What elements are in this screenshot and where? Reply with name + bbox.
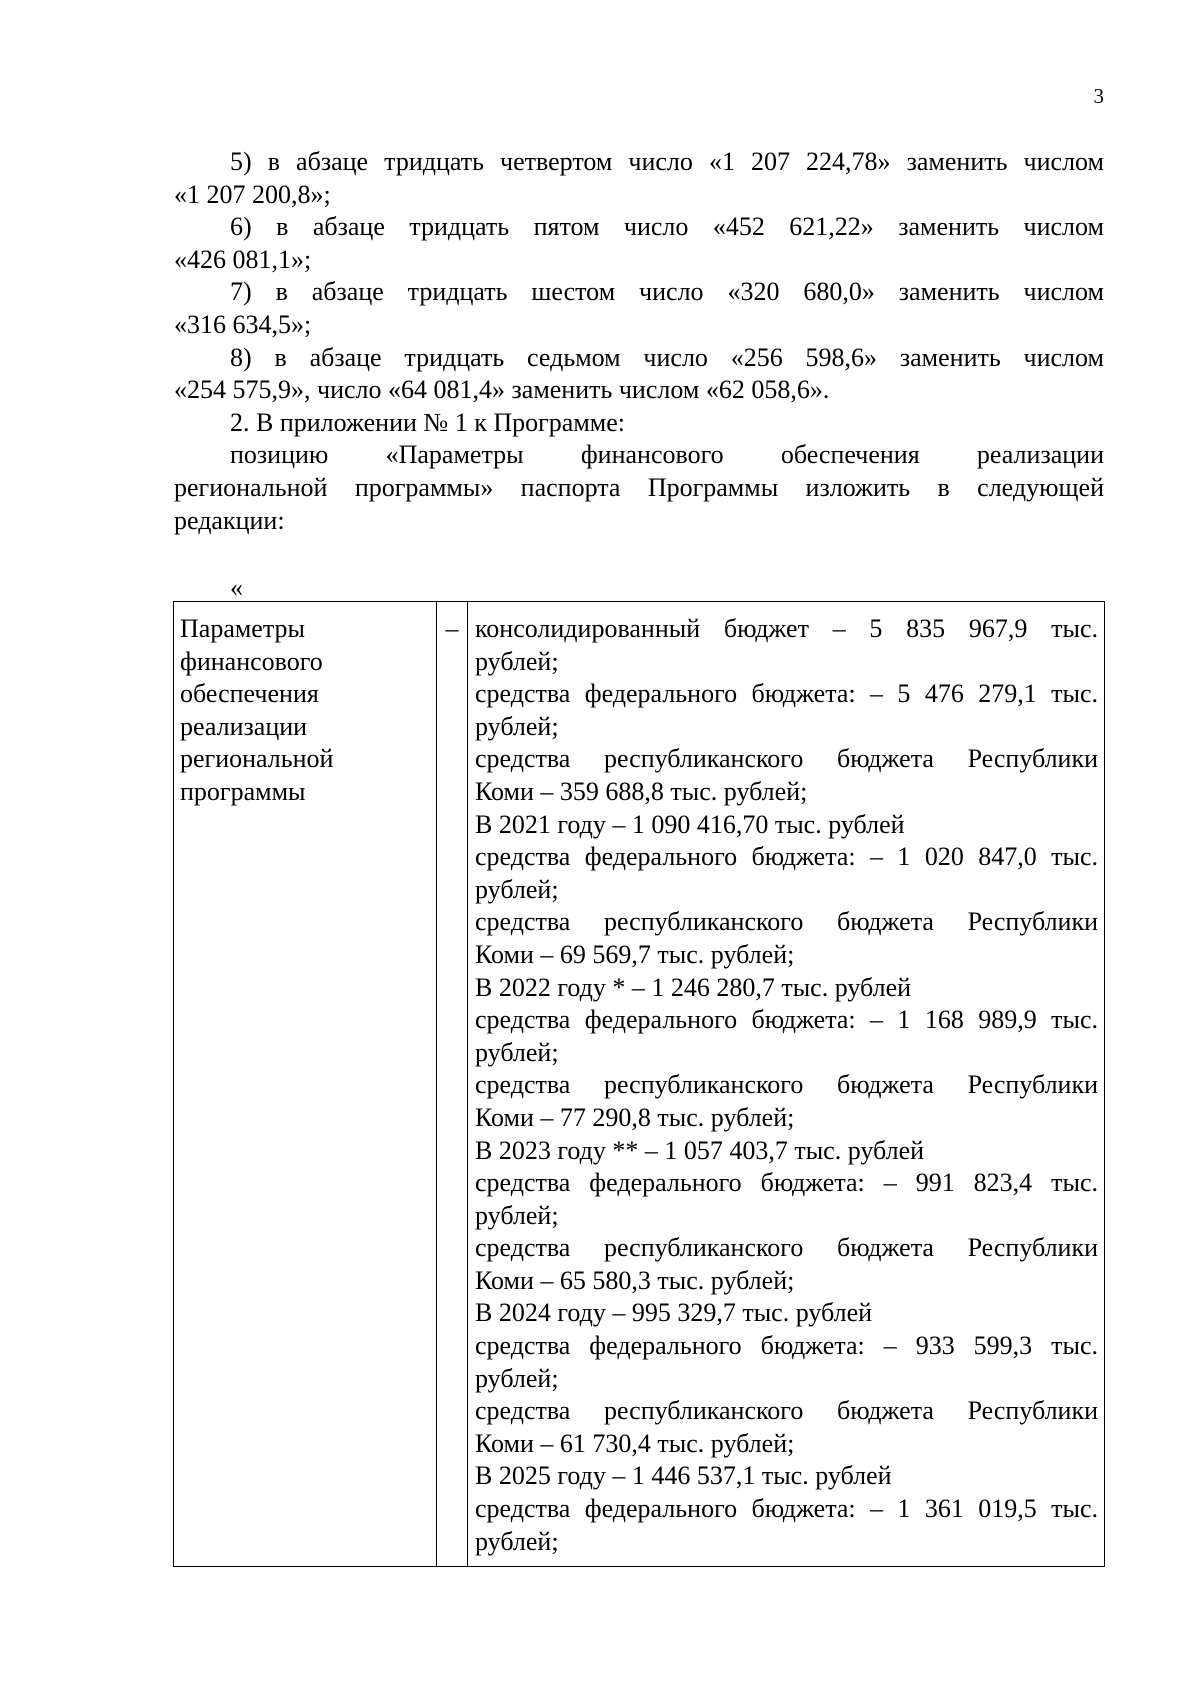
text-line: позицию «Параметры финансового обеспечения реализации [230,440,1104,470]
text-line: «316 634,5»; [174,309,312,339]
parameter-value-line: В 2025 году – 1 446 537,1 тыс. рублей [475,1461,892,1491]
parameter-value-line: рублей; [475,711,559,741]
parameter-value-line: средства республиканского бюджета Республики [475,1070,1098,1100]
table-row [174,602,1105,1567]
parameter-value-line: Коми – 65 580,3 тыс. рублей; [475,1265,795,1295]
parameter-name-line: региональной [180,744,334,774]
parameter-value-line: Коми – 77 290,8 тыс. рублей; [475,1102,795,1132]
parameter-value-line: В 2024 году – 995 329,7 тыс. рублей [475,1298,873,1328]
parameter-value-line: средства федерального бюджета: – 1 361 019,5 тыс. [475,1494,1098,1524]
parameter-name-line: финансового [180,646,323,676]
parameter-value-line: средства федерального бюджета: – 1 020 847,0 тыс. [475,842,1098,872]
parameter-value [468,602,1104,1558]
open-quote-mark: « [230,573,243,602]
parameter-value-line: средства федерального бюджета: – 5 476 279,1 тыс. [475,679,1098,709]
parameter-value-line: Коми – 359 688,8 тыс. рублей; [475,776,808,806]
dash-separator: – [445,614,459,643]
parameter-value-line: рублей; [475,1200,559,1230]
parameter-name-line: Параметры [180,614,305,643]
parameter-value-cell [468,602,1105,1567]
text-line: «254 575,9», число «64 081,4» заменить числом «62 058,6». [174,375,830,405]
parameter-value-line: средства республиканского бюджета Республики [475,744,1098,774]
paragraph-section-2 [174,407,1104,440]
parameter-value-line: В 2023 году ** – 1 057 403,7 тыс. рублей [475,1135,925,1165]
parameter-value-line: рублей; [475,646,559,676]
paragraph-item-5 [174,146,1104,211]
parameter-name-cell [174,602,437,1567]
parameter-value-line: консолидированный бюджет – 5 835 967,9 тыс. [475,614,1098,643]
parameter-value-line: средства республиканского бюджета Республики [475,907,1098,937]
parameter-value-line: Коми – 61 730,4 тыс. рублей; [475,1428,795,1458]
text-line: 7) в абзаце тридцать шестом число «320 680,0» заменить числом [230,277,1104,307]
parameter-value-line: средства республиканского бюджета Республики [475,1396,1098,1426]
text-line: 2. В приложении № 1 к Программе: [230,407,625,437]
parameter-value-line: Коми – 69 569,7 тыс. рублей; [475,939,795,969]
parameter-value-line: рублей; [475,1526,559,1556]
parameter-value-line: рублей; [475,874,559,904]
parameter-name [174,602,436,809]
parameter-value-line: средства федерального бюджета: – 1 168 989,9 тыс. [475,1005,1098,1035]
text-line: «1 207 200,8»; [174,179,331,209]
text-line: «426 081,1»; [174,244,312,274]
text-line: 6) в абзаце тридцать пятом число «452 621,22» заменить числом [230,212,1104,242]
page-number: 3 [1093,84,1104,108]
parameter-name-line: реализации [180,711,308,741]
paragraph-item-8 [174,342,1104,407]
paragraph-item-7 [174,276,1104,341]
parameter-value-line: средства федерального бюджета: – 991 823,4 тыс. [475,1168,1098,1198]
parameter-name-line: программы [180,776,306,806]
paragraph-item-6 [174,211,1104,276]
dash-cell [437,602,468,1567]
parameter-value-line: В 2022 году * – 1 246 280,7 тыс. рублей [475,972,912,1002]
text-line: 8) в абзаце тридцать седьмом число «256 598,6» заменить числом [230,342,1104,372]
document-body [174,146,1104,537]
parameter-value-line: рублей; [475,1363,559,1393]
text-line: региональной программы» паспорта Программы изложить в следующей [174,472,1104,502]
text-line: 5) в абзаце тридцать четвертом число «1 207 224,78» заменить числом [230,147,1104,176]
parameter-value-line: средства республиканского бюджета Республики [475,1233,1098,1263]
parameter-value-line: рублей; [475,1037,559,1067]
paragraph-position [174,439,1104,537]
text-line: редакции: [174,505,285,535]
parameter-value-line: В 2021 году – 1 090 416,70 тыс. рублей [475,809,905,839]
financing-parameters-table [173,601,1105,1567]
parameter-name-line: обеспечения [180,679,319,709]
parameter-value-line: средства федерального бюджета: – 933 599,3 тыс. [475,1331,1098,1361]
